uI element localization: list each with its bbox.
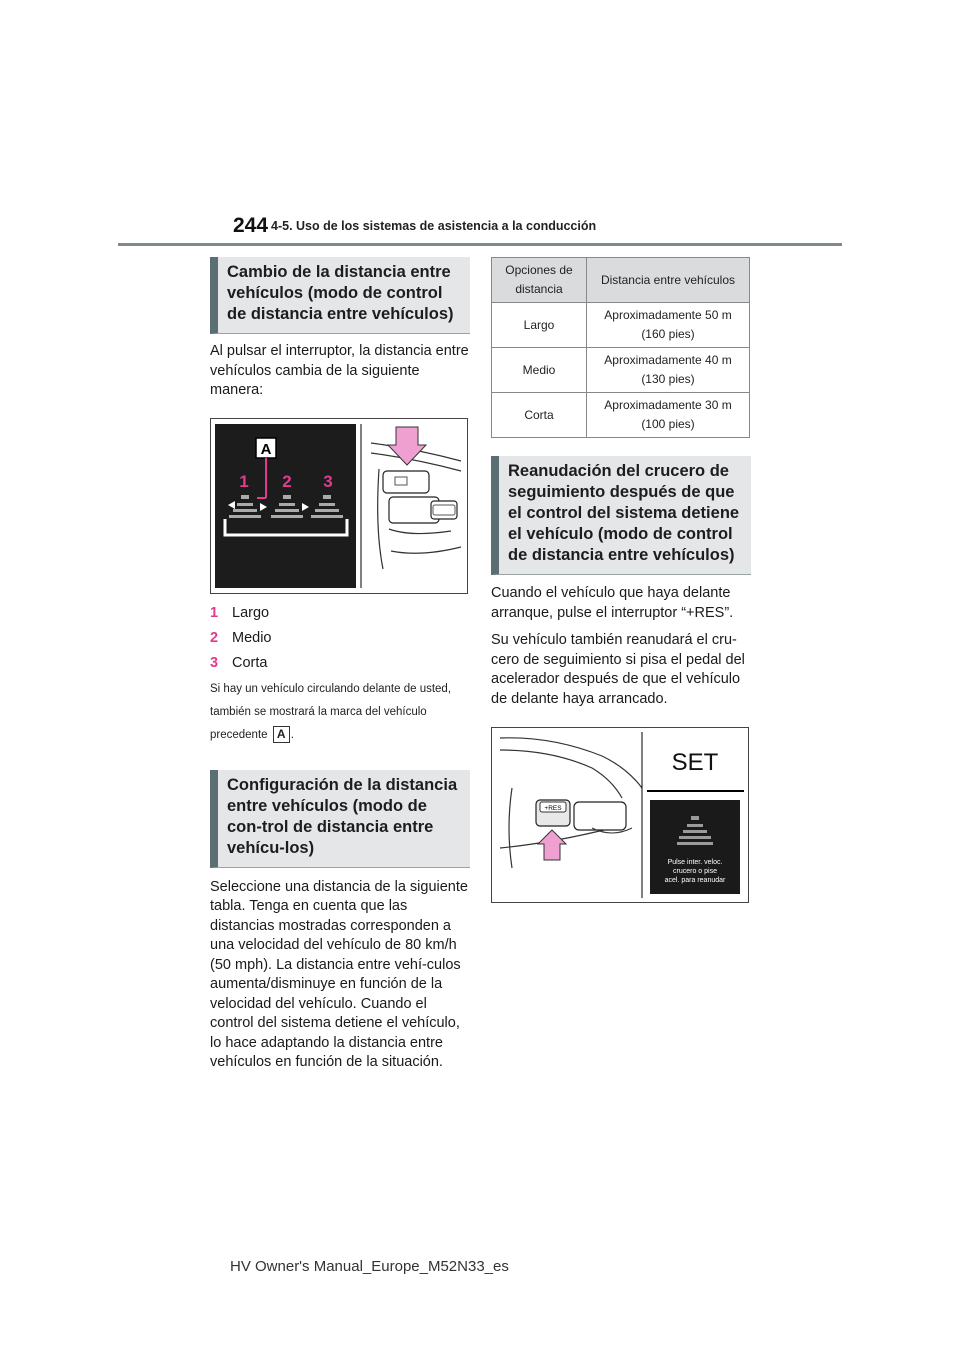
distance-options-list [210, 603, 470, 673]
heading-distance-config: Configuración de la distancia entre vehículos (modo de con-trol de distancia entre vehícu-los) [210, 770, 470, 868]
figure-step-3: 3 [323, 471, 333, 491]
paragraph-resume-accelerator: Su vehículo también reanudará el cru-cero de seguimiento si pisa el pedal del acelerador después de que el vehículo de delante haya arrancado. [491, 632, 745, 707]
table-row [492, 303, 750, 348]
note-text: Si hay un vehículo circulando delante de usted, también se mostrará la marca del vehículo precedente [210, 682, 452, 741]
list-item-label: Medio [232, 629, 272, 646]
preceding-vehicle-note [210, 678, 466, 747]
table-cell: Largo [492, 303, 587, 348]
table-cell: Aproximadamente 40 m (130 pies) [587, 348, 750, 393]
footer-manual-id: HV Owner's Manual_Europe_M52N33_es [230, 1258, 509, 1275]
display-message-line2: crucero o pise [673, 868, 717, 875]
table-header-distance: Distancia entre vehículos [587, 258, 750, 303]
list-item-number: 1 [210, 604, 219, 621]
heading-resume-cruise: Reanudación del crucero de seguimiento después de que el control del sistema detiene el vehículo (modo de control de distancia entre vehículos) [491, 456, 751, 575]
header-rule [118, 243, 842, 246]
paragraph-switch-intro: Al pulsar el interruptor, la distancia entre vehículos cambia de la siguiente manera: [210, 343, 469, 398]
paragraph-resume-switch: Cuando el vehículo que haya delante arranque, pulse el interruptor “+RES”. [491, 585, 734, 621]
list-item-number: 3 [210, 654, 219, 671]
note-end: . [290, 728, 294, 741]
section-title: 4-5. Uso de los sistemas de asistencia a la conducción [271, 219, 597, 233]
marker-a-icon: A [273, 726, 290, 743]
res-switch-label: +RES [544, 805, 562, 812]
right-column [491, 257, 751, 903]
display-message-line3: acel. para reanudar [664, 877, 726, 884]
figure-step-1: 1 [239, 471, 249, 491]
distance-switch-figure [210, 418, 468, 594]
table-cell: Corta [492, 393, 587, 438]
figure-label-a: A [260, 440, 272, 458]
table-row [492, 348, 750, 393]
heading-distance-change: Cambio de la distancia entre vehículos (modo de control de distancia entre vehículos) [210, 257, 470, 334]
distance-table [491, 257, 750, 438]
list-item [210, 628, 470, 648]
resume-switch-illustration [492, 728, 748, 902]
list-item-number: 2 [210, 629, 219, 646]
display-message-line1: Pulse inter. veloc. [667, 859, 723, 866]
left-column [210, 257, 470, 1073]
page-number: 244 [233, 214, 269, 237]
table-row [492, 393, 750, 438]
distance-switch-illustration [211, 419, 467, 593]
paragraph-distance-config: Seleccione una distancia de la siguiente tabla. Tenga en cuenta que las distancias mostradas corresponden a una velocidad del vehículo de 80 km/h (50 mph). La distancia entre vehí-culos aumenta/disminuye en función de la velocidad del vehículo. Cuando el control del sistema detiene el vehículo, lo hace adaptando la distancia entre vehículos en función de la situación. [210, 878, 468, 1070]
list-item-label: Corta [232, 654, 268, 671]
list-item [210, 653, 470, 673]
list-item [210, 603, 470, 623]
table-cell: Aproximadamente 30 m (100 pies) [587, 393, 750, 438]
set-label: SET [671, 749, 719, 776]
figure-step-2: 2 [282, 471, 292, 491]
list-item-label: Largo [232, 604, 270, 621]
resume-switch-figure [491, 727, 749, 903]
table-cell: Medio [492, 348, 587, 393]
table-cell: Aproximadamente 50 m (160 pies) [587, 303, 750, 348]
table-header-options: Opciones de distancia [492, 258, 587, 303]
